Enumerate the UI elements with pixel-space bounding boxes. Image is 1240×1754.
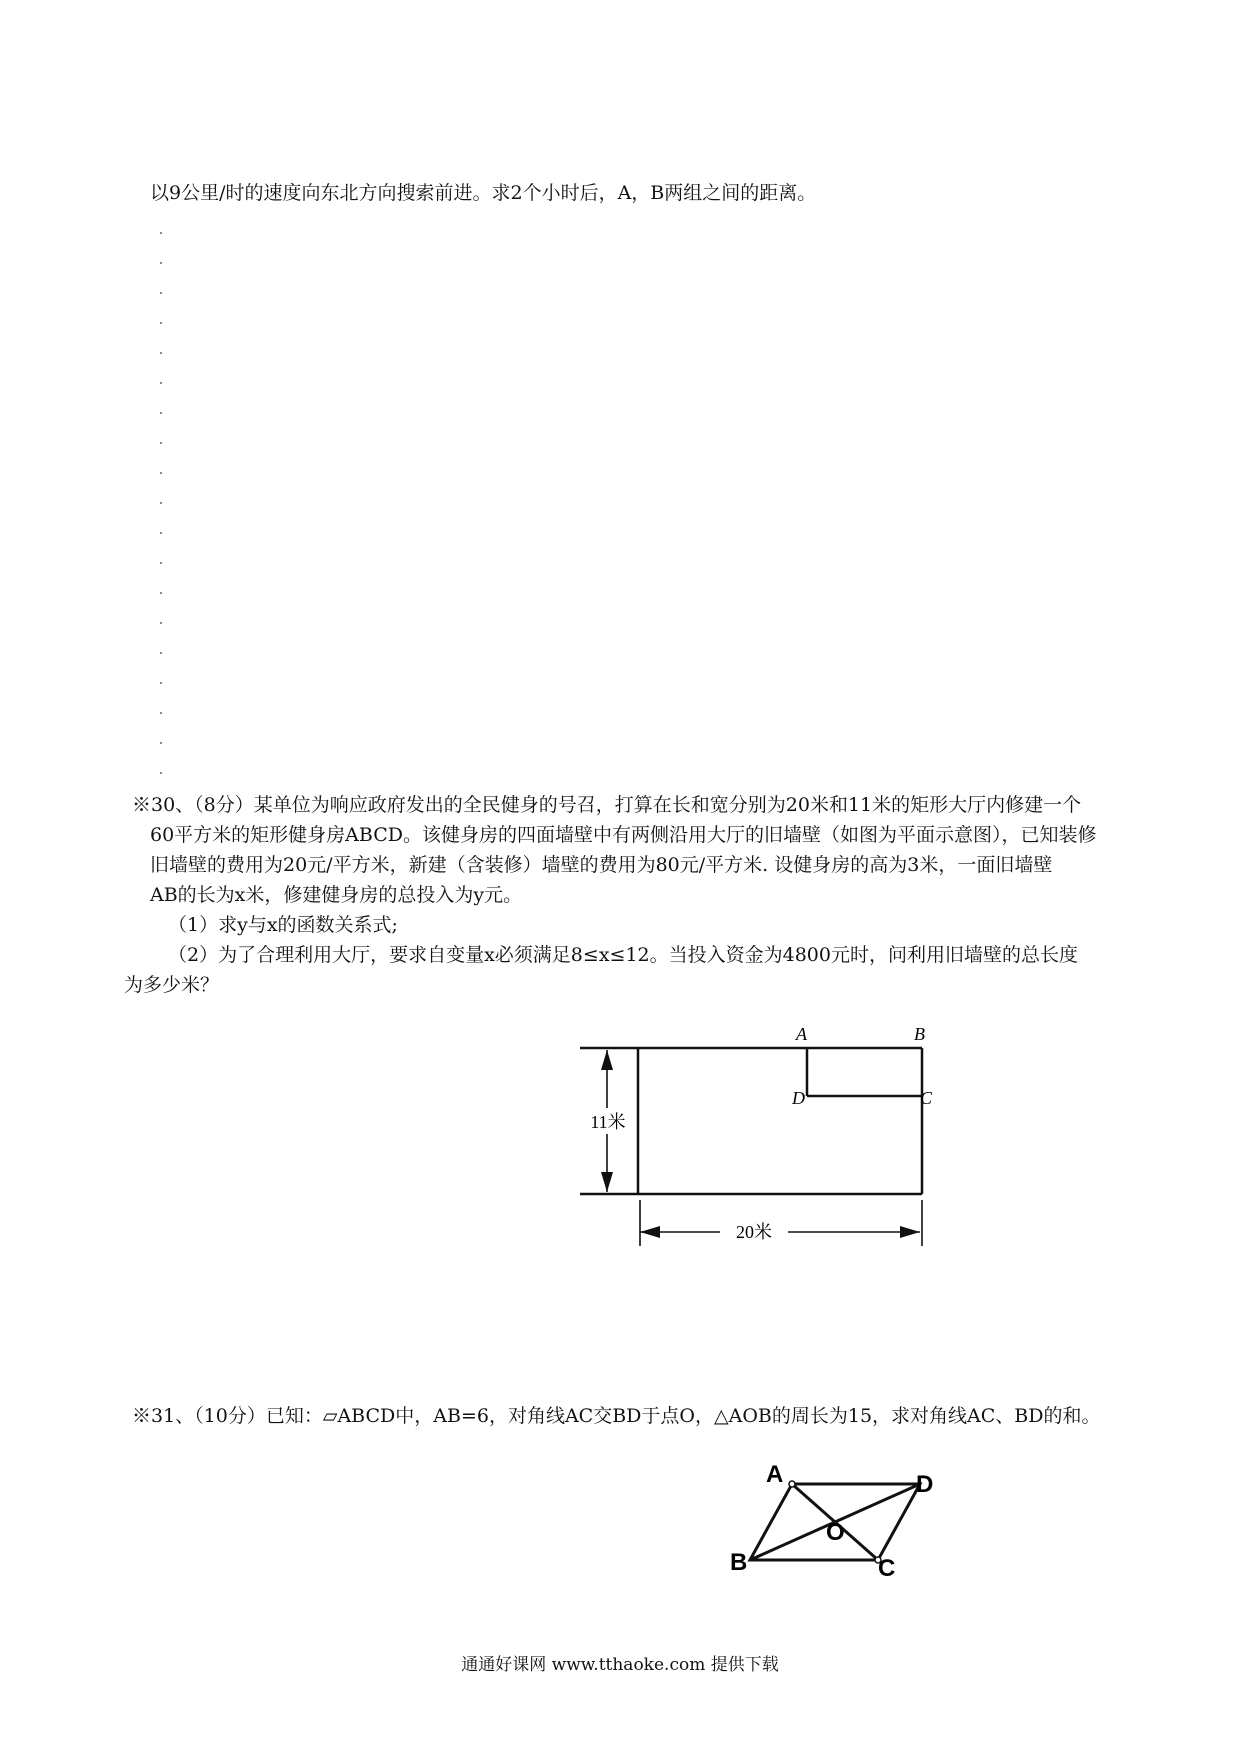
vertex-a-label: A (766, 1461, 784, 1488)
point-b-label: B (914, 1024, 925, 1044)
question-29-continuation: 以9公里/时的速度向东北方向搜索前进。求2个小时后，A，B两组之间的距离。 (150, 182, 817, 204)
question-31-text: ※31、（10分）已知：▱ABCD中，AB=6，对角线AC交BD于点O，△AOB的周长为15，求对角线AC、BD的和。 (132, 1405, 1101, 1427)
point-c-label: C (920, 1088, 933, 1108)
hall-diagram (560, 1010, 960, 1250)
width-label: 20米 (736, 1222, 772, 1242)
question-30-part-2: （2）为了合理利用大厅，要求自变量x必须满足8≤x≤12。当投入资金为4800元时，问利用旧墙壁的总长度 (168, 944, 1078, 966)
question-30-line-3: 旧墙壁的费用为20元/平方米，新建（含装修）墙壁的费用为80元/平方米. 设健身房的高为3米，一面旧墙壁 (150, 854, 1053, 876)
point-d-label: D (792, 1088, 805, 1108)
question-30-line-2: 60平方米的矩形健身房ABCD。该健身房的四面墙壁中有两侧沿用大厅的旧墙壁（如图为平面示意图），已知装修 (150, 824, 1097, 846)
height-label: 11米 (590, 1112, 626, 1132)
vertex-b-label: B (730, 1549, 748, 1576)
vertex-c-label: C (878, 1555, 896, 1580)
question-30-part-1: （1）求y与x的函数关系式; (168, 914, 398, 936)
vertex-d-label: D (916, 1471, 934, 1498)
question-30-part-2-cont: 为多少米？ (124, 974, 220, 996)
center-o-label: O (826, 1519, 845, 1546)
question-30-line-1: ※30、（8分）某单位为响应政府发出的全民健身的号召，打算在长和宽分别为20米和11米的矩形大厅内修建一个 (132, 794, 1082, 816)
parallelogram-diagram (720, 1460, 950, 1580)
point-a-label: A (796, 1024, 807, 1044)
question-30-line-4: AB的长为x米，修建健身房的总投入为y元。 (150, 884, 523, 906)
page-footer: 通通好课网 www.tthaoke.com 提供下载 (461, 1655, 779, 1675)
